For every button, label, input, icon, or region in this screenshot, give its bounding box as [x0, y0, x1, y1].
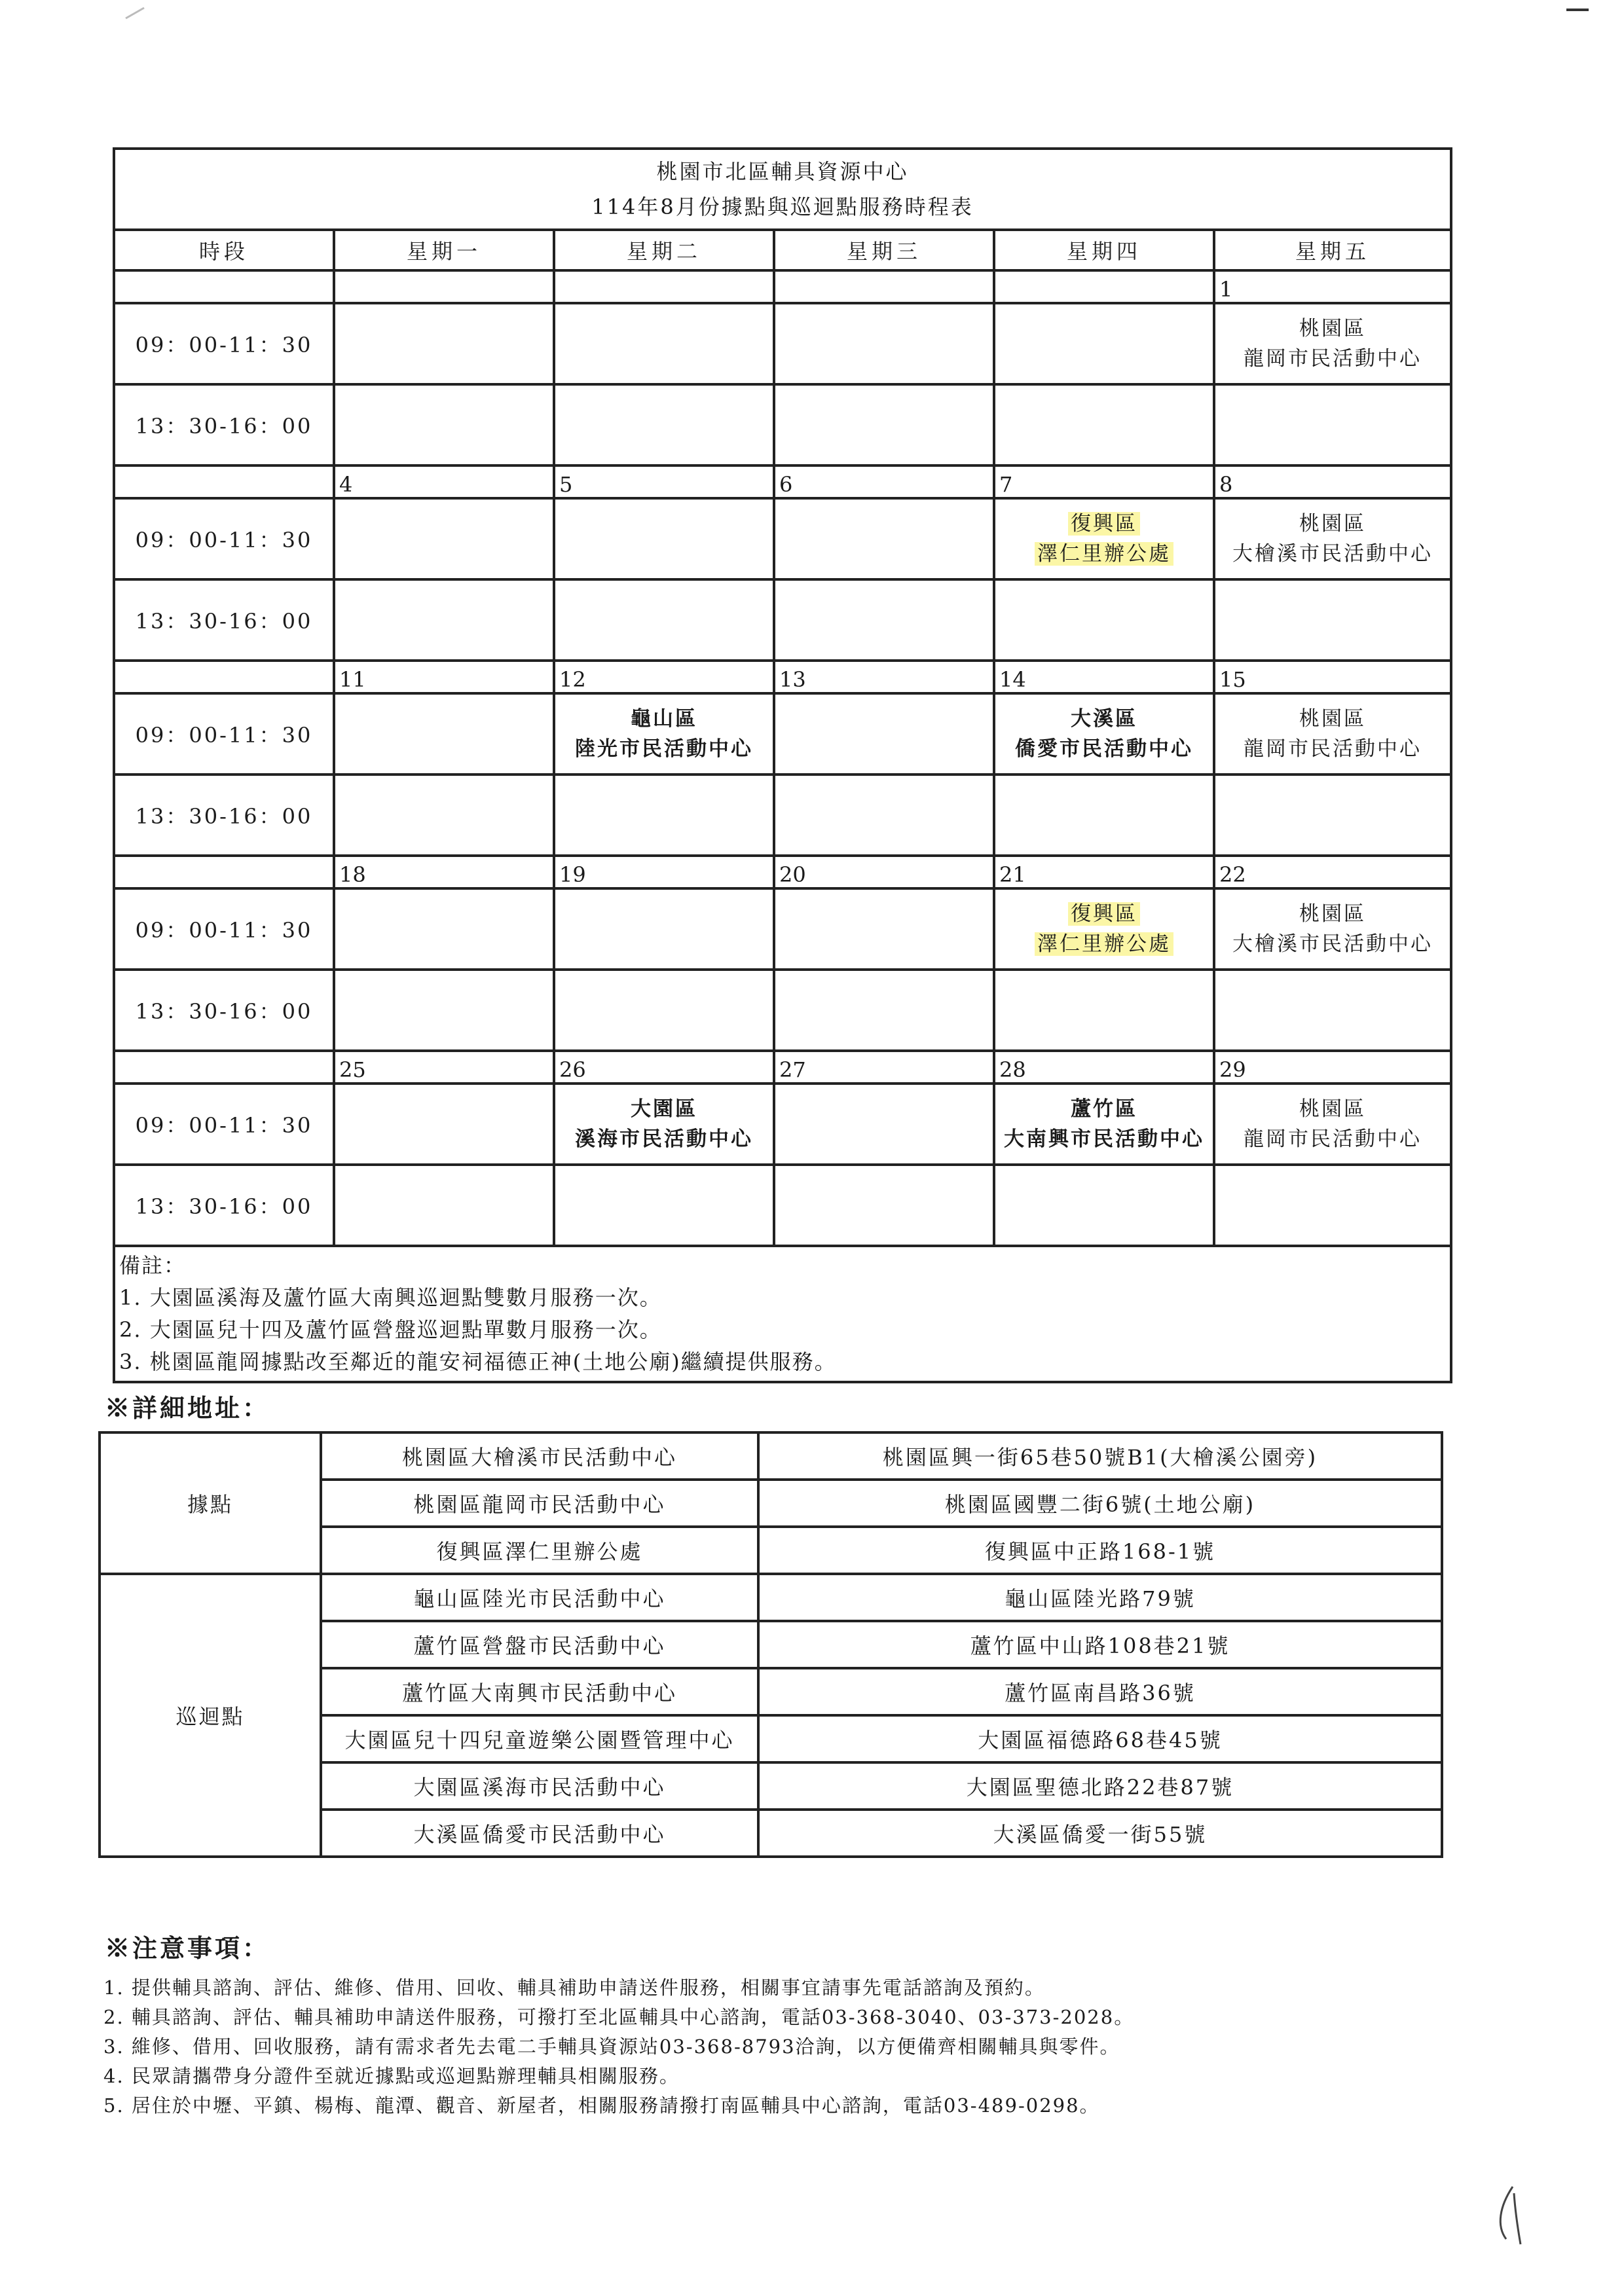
header-tue: 星期二: [554, 230, 774, 270]
afternoon-row: [114, 579, 1451, 661]
address-row: [100, 1432, 1442, 1480]
service-cell: [334, 1165, 554, 1246]
location-district: 大園區: [631, 1097, 697, 1121]
location-district: 桃園區: [1299, 707, 1366, 731]
service-cell: [994, 888, 1214, 970]
venue-name: 大園區溪海市民活動中心: [321, 1762, 758, 1810]
location-venue: 龍岡市民活動中心: [1244, 1127, 1422, 1151]
time-slot-morning: 09：00-11：30: [114, 693, 334, 774]
afternoon-row: [114, 384, 1451, 465]
note-item: 1. 大園區溪海及蘆竹區大南興巡迴點雙數月服務一次。: [119, 1285, 662, 1310]
venue-name: 復興區澤仁里辦公處: [321, 1527, 758, 1574]
service-cell: [554, 1165, 774, 1246]
service-cell: [994, 579, 1214, 661]
location-district: 桃園區: [1299, 902, 1366, 926]
address-table: [98, 1431, 1443, 1858]
header-thu: 星期四: [994, 230, 1214, 270]
service-cell: [1214, 1165, 1451, 1246]
location-venue: 溪海市民活動中心: [575, 1127, 753, 1151]
venue-address: 蘆竹區中山路108巷21號: [758, 1621, 1442, 1668]
date-number: 13: [774, 661, 994, 693]
date-number: 26: [554, 1051, 774, 1084]
location-district: 桃園區: [1299, 1097, 1366, 1121]
handwritten-page-mark: [1486, 2180, 1532, 2252]
note-item: 3. 桃園區龍岡據點改至鄰近的龍安祠福德正神(土地公廟)繼續提供服務。: [119, 1349, 837, 1374]
time-slot-morning: 09：00-11：30: [114, 888, 334, 970]
scan-mark-top-right: [1565, 7, 1591, 13]
date-row-spacer: [114, 856, 334, 888]
date-number: 5: [554, 465, 774, 498]
caution-item: 1. 提供輔具諮詢、評估、維修、借用、回收、輔具補助申請送件服務，相關事宜請事先電話諮詢及預約。: [103, 1977, 1045, 1999]
location-district: 復興區: [1068, 902, 1140, 926]
schedule-title: [114, 149, 1451, 230]
service-cell: [554, 693, 774, 774]
afternoon-row: [114, 970, 1451, 1051]
date-number: [334, 270, 554, 303]
service-cell: [994, 1165, 1214, 1246]
service-cell: [1214, 384, 1451, 465]
service-cell: [994, 693, 1214, 774]
date-number: 11: [334, 661, 554, 693]
date-row-spacer: [114, 1051, 334, 1084]
location-venue: 僑愛市民活動中心: [1015, 737, 1193, 761]
date-row-spacer: [114, 270, 334, 303]
service-cell: [774, 1165, 994, 1246]
venue-address: 大園區聖德北路22巷87號: [758, 1762, 1442, 1810]
service-cell: [994, 498, 1214, 579]
service-cell: [334, 579, 554, 661]
service-cell: [554, 1084, 774, 1165]
venue-name: 桃園區大檜溪市民活動中心: [321, 1432, 758, 1480]
date-number: 20: [774, 856, 994, 888]
location-venue: 大檜溪市民活動中心: [1232, 932, 1433, 956]
header-fri: 星期五: [1214, 230, 1451, 270]
service-cell: [774, 303, 994, 384]
date-number: 15: [1214, 661, 1451, 693]
afternoon-row: [114, 1165, 1451, 1246]
service-cell: [334, 888, 554, 970]
date-number: 22: [1214, 856, 1451, 888]
venue-address: 復興區中正路168-1號: [758, 1527, 1442, 1574]
venue-name: 龜山區陸光市民活動中心: [321, 1574, 758, 1621]
service-location: [995, 899, 1213, 959]
service-cell: [994, 384, 1214, 465]
service-cell: [554, 579, 774, 661]
service-cell: [334, 970, 554, 1051]
address-section-title: ※詳細地址：: [105, 1393, 270, 1423]
date-number: 18: [334, 856, 554, 888]
date-number: 25: [334, 1051, 554, 1084]
service-cell: [1214, 774, 1451, 856]
venue-name: 桃園區龍岡市民活動中心: [321, 1480, 758, 1527]
service-location: [995, 704, 1213, 764]
service-cell: [1214, 498, 1451, 579]
date-number: 7: [994, 465, 1214, 498]
service-cell: [334, 1084, 554, 1165]
location-venue: 龍岡市民活動中心: [1244, 737, 1422, 761]
date-number: [554, 270, 774, 303]
venue-address: 大溪區僑愛一街55號: [758, 1810, 1442, 1857]
caution-item: 4. 民眾請攜帶身分證件至就近據點或巡迴點辦理輔具相關服務。: [103, 2065, 680, 2087]
service-cell: [334, 384, 554, 465]
weeks-body: [114, 270, 1451, 1246]
service-cell: [774, 1084, 994, 1165]
date-number: 1: [1214, 270, 1451, 303]
service-cell: [334, 303, 554, 384]
time-slot-afternoon: 13：30-16：00: [114, 970, 334, 1051]
time-slot-morning: 09：00-11：30: [114, 498, 334, 579]
service-cell: [334, 693, 554, 774]
date-row: [114, 1051, 1451, 1084]
venue-address: 龜山區陸光路79號: [758, 1574, 1442, 1621]
date-number: 28: [994, 1051, 1214, 1084]
caution-item: 2. 輔具諮詢、評估、輔具補助申請送件服務，可撥打至北區輔具中心諮詢，電話03-368-3040、03-373-2028。: [103, 2006, 1135, 2028]
date-number: [994, 270, 1214, 303]
location-district: 桃園區: [1299, 512, 1366, 536]
notes-title: 備註：: [119, 1253, 187, 1278]
venue-address: 蘆竹區南昌路36號: [758, 1668, 1442, 1715]
venue-address: 桃園區國豐二街6號(土地公廟): [758, 1480, 1442, 1527]
service-cell: [994, 1084, 1214, 1165]
service-cell: [554, 498, 774, 579]
service-cell: [554, 303, 774, 384]
header-wed: 星期三: [774, 230, 994, 270]
morning-row: [114, 693, 1451, 774]
morning-row: [114, 498, 1451, 579]
date-number: 6: [774, 465, 994, 498]
service-cell: [1214, 303, 1451, 384]
date-number: 29: [1214, 1051, 1451, 1084]
date-row-spacer: [114, 661, 334, 693]
service-cell: [554, 888, 774, 970]
service-cell: [334, 774, 554, 856]
service-location: [1215, 1094, 1450, 1154]
service-cell: [554, 970, 774, 1051]
date-row: [114, 270, 1451, 303]
venue-name: 蘆竹區營盤市民活動中心: [321, 1621, 758, 1668]
service-location: [1215, 899, 1450, 959]
service-location: [995, 509, 1213, 569]
service-cell: [774, 579, 994, 661]
header-time: 時段: [114, 230, 334, 270]
date-number: 27: [774, 1051, 994, 1084]
notes-cell: [114, 1246, 1451, 1382]
service-cell: [1214, 1084, 1451, 1165]
date-number: 14: [994, 661, 1214, 693]
date-number: 8: [1214, 465, 1451, 498]
address-row: [100, 1574, 1442, 1621]
location-venue: 大南興市民活動中心: [1004, 1127, 1204, 1151]
date-row: [114, 856, 1451, 888]
venue-name: 大園區兒十四兒童遊樂公園暨管理中心: [321, 1715, 758, 1762]
schedule-table: [113, 147, 1452, 1383]
service-location: [1215, 704, 1450, 764]
caution-title: ※注意事項：: [105, 1933, 270, 1963]
time-slot-afternoon: 13：30-16：00: [114, 1165, 334, 1246]
date-row-spacer: [114, 465, 334, 498]
service-cell: [774, 970, 994, 1051]
service-location: [995, 1094, 1213, 1154]
location-venue: 大檜溪市民活動中心: [1232, 542, 1433, 566]
service-cell: [994, 970, 1214, 1051]
scan-mark-top-left: [124, 5, 151, 25]
service-cell: [554, 384, 774, 465]
venue-name: 大溪區僑愛市民活動中心: [321, 1810, 758, 1857]
service-location: [555, 704, 773, 764]
time-slot-afternoon: 13：30-16：00: [114, 774, 334, 856]
morning-row: [114, 303, 1451, 384]
date-number: 21: [994, 856, 1214, 888]
venue-address: 桃園區興一街65巷50號B1(大檜溪公園旁): [758, 1432, 1442, 1480]
date-number: 4: [334, 465, 554, 498]
location-district: 蘆竹區: [1071, 1097, 1137, 1121]
time-slot-afternoon: 13：30-16：00: [114, 579, 334, 661]
location-venue: 龍岡市民活動中心: [1244, 347, 1422, 371]
service-cell: [774, 693, 994, 774]
caution-item: 3. 維修、借用、回收服務，請有需求者先去電二手輔具資源站03-368-8793洽詢，以方便備齊相關輔具與零件。: [103, 2035, 1120, 2058]
note-item: 2. 大園區兒十四及蘆竹區營盤巡迴點單數月服務一次。: [119, 1317, 662, 1342]
service-cell: [774, 384, 994, 465]
morning-row: [114, 888, 1451, 970]
time-slot-afternoon: 13：30-16：00: [114, 384, 334, 465]
date-row: [114, 661, 1451, 693]
address-body: [100, 1432, 1442, 1857]
group-label-station: 據點: [100, 1432, 321, 1574]
header-mon: 星期一: [334, 230, 554, 270]
service-cell: [554, 774, 774, 856]
group-label-mobile: 巡迴點: [100, 1574, 321, 1857]
time-slot-morning: 09：00-11：30: [114, 1084, 334, 1165]
location-district: 龜山區: [631, 707, 697, 731]
location-venue: 澤仁里辦公處: [1035, 932, 1173, 956]
service-location: [1215, 314, 1450, 374]
service-cell: [1214, 693, 1451, 774]
service-cell: [334, 498, 554, 579]
afternoon-row: [114, 774, 1451, 856]
date-row: [114, 465, 1451, 498]
location-district: 復興區: [1068, 512, 1140, 536]
venue-address: 大園區福德路68巷45號: [758, 1715, 1442, 1762]
service-location: [555, 1094, 773, 1154]
service-cell: [774, 498, 994, 579]
header-row: [114, 230, 1451, 270]
location-venue: 陸光市民活動中心: [575, 737, 753, 761]
caution-item: 5. 居住於中壢、平鎮、楊梅、龍潭、觀音、新屋者，相關服務請撥打南區輔具中心諮詢，電話03-489-0298。: [103, 2094, 1100, 2117]
caution-list: [103, 1973, 1446, 2121]
service-cell: [994, 774, 1214, 856]
service-location: [1215, 509, 1450, 569]
location-district: 桃園區: [1299, 317, 1366, 340]
location-district: 大溪區: [1071, 707, 1137, 731]
service-cell: [994, 303, 1214, 384]
title-line-1: 桃園市北區輔具資源中心: [656, 159, 909, 184]
service-cell: [774, 888, 994, 970]
date-number: [774, 270, 994, 303]
date-number: 19: [554, 856, 774, 888]
location-venue: 澤仁里辦公處: [1035, 542, 1173, 566]
title-line-2: 114年8月份據點與巡迴點服務時程表: [591, 194, 974, 219]
morning-row: [114, 1084, 1451, 1165]
venue-name: 蘆竹區大南興市民活動中心: [321, 1668, 758, 1715]
time-slot-morning: 09：00-11：30: [114, 303, 334, 384]
service-cell: [1214, 888, 1451, 970]
date-number: 12: [554, 661, 774, 693]
service-cell: [774, 774, 994, 856]
service-cell: [1214, 970, 1451, 1051]
service-cell: [1214, 579, 1451, 661]
